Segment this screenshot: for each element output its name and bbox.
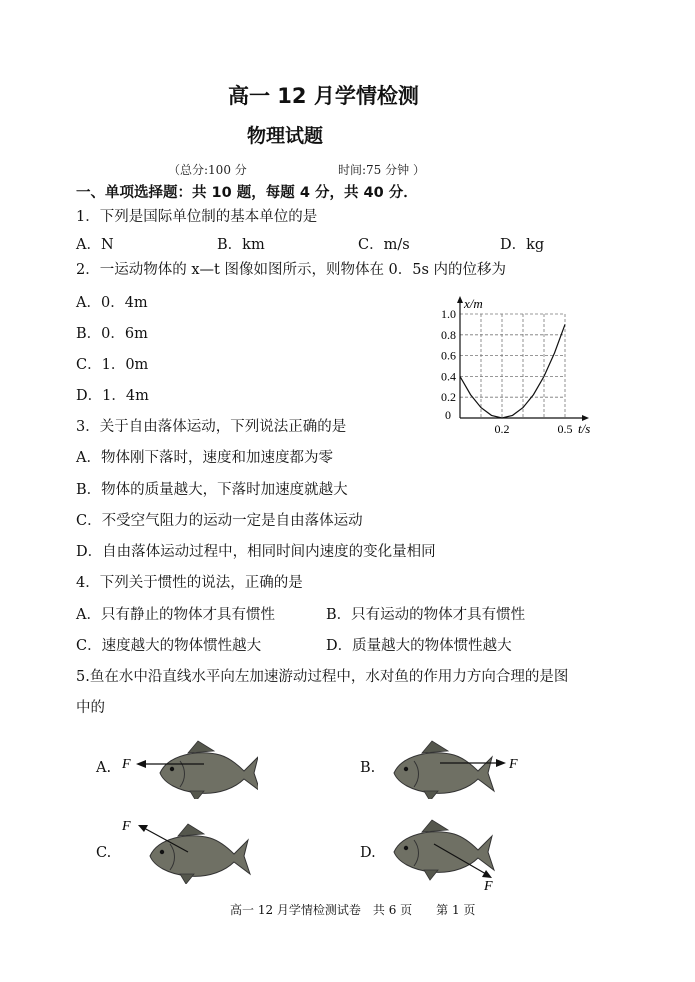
fish-icon	[394, 741, 494, 799]
question-2-option-d[interactable]: D．1．4m	[76, 388, 149, 404]
y-tick-label: 1.0	[441, 307, 456, 321]
x-tick-label: 0.5	[557, 422, 573, 436]
fish-icon	[150, 824, 250, 884]
question-5-option-d[interactable]: D.	[360, 845, 376, 861]
question-1-option-b[interactable]: B．km	[217, 237, 265, 253]
question-4-option-c[interactable]: C．速度越大的物体惯性越大	[76, 638, 262, 654]
chart-series-line	[460, 324, 565, 418]
fish-figure-a	[118, 735, 258, 799]
question-5-option-a[interactable]: A.	[96, 760, 112, 776]
question-2-option-a[interactable]: A．0．4m	[76, 295, 148, 311]
question-1-option-a[interactable]: A．N	[76, 237, 114, 253]
chart-x-axis-label: t/s	[578, 421, 591, 436]
question-3-stem: 3．关于自由落体运动，下列说法正确的是	[76, 419, 347, 435]
total-score: （总分:100 分	[168, 163, 247, 177]
question-5-stem-line1: 5.鱼在水中沿直线水平向左加速游动过程中，水对鱼的作用力方向合理的是图	[76, 669, 569, 685]
question-5-option-c[interactable]: C.	[96, 845, 112, 861]
question-1-option-c[interactable]: C．m/s	[358, 237, 410, 253]
y-tick-label: 0.2	[441, 390, 456, 405]
force-label-a: F	[122, 757, 131, 772]
fish-figure-d	[388, 812, 528, 892]
question-5-stem-line2: 中的	[76, 700, 105, 716]
question-3-option-d[interactable]: D．自由落体运动过程中，相同时间内速度的变化量相同	[76, 544, 436, 560]
question-2-option-c[interactable]: C．1．0m	[76, 357, 149, 373]
y-tick-label: 0.8	[441, 327, 456, 342]
y-axis-arrow	[457, 296, 463, 303]
force-label-c: F	[122, 819, 131, 834]
question-1-stem: 1．下列是国际单位制的基本单位的是	[76, 209, 318, 225]
question-4-option-a[interactable]: A．只有静止的物体才具有惯性	[76, 607, 275, 623]
x-tick-label: 0.2	[494, 422, 510, 436]
question-2-option-b[interactable]: B．0．6m	[76, 326, 148, 342]
fish-figure-c	[118, 812, 258, 884]
y-tick-label: 0.4	[441, 369, 456, 384]
page-footer: 高一 12 月学情检测试卷 共 6 页 第 1 页	[230, 903, 476, 917]
force-label-b: F	[509, 757, 518, 772]
question-3-option-b[interactable]: B．物体的质量越大，下落时加速度就越大	[76, 482, 348, 498]
fish-figure-b	[388, 735, 528, 799]
section-heading: 一、单项选择题：共 10 题，每题 4 分，共 40 分．	[76, 185, 418, 201]
origin-label: 0	[445, 408, 451, 422]
question-4-stem: 4．下列关于惯性的说法，正确的是	[76, 575, 303, 591]
question-2-stem: 2．一运动物体的 x—t 图像如图所示，则物体在 0．5s 内的位移为	[76, 262, 507, 278]
fish-icon	[160, 741, 258, 799]
question-3-option-c[interactable]: C．不受空气阻力的运动一定是自由落体运动	[76, 513, 363, 529]
exam-time: 时间:75 分钟 ）	[338, 163, 425, 177]
question-4-option-d[interactable]: D．质量越大的物体惯性越大	[326, 638, 512, 654]
force-label-d: F	[484, 879, 493, 892]
y-tick-label: 0.6	[441, 348, 456, 363]
question-4-option-b[interactable]: B．只有运动的物体才具有惯性	[326, 607, 526, 623]
page-subtitle: 物理试题	[247, 125, 324, 147]
question-5-option-b[interactable]: B.	[360, 760, 376, 776]
question-3-option-a[interactable]: A．物体刚下落时，速度和加速度都为零	[76, 450, 333, 466]
page-title: 高一 12 月学情检测	[228, 84, 419, 108]
question-1-option-d[interactable]: D．kg	[500, 237, 545, 253]
chart-y-axis-label: x/m	[464, 296, 483, 311]
xt-chart	[425, 292, 605, 440]
